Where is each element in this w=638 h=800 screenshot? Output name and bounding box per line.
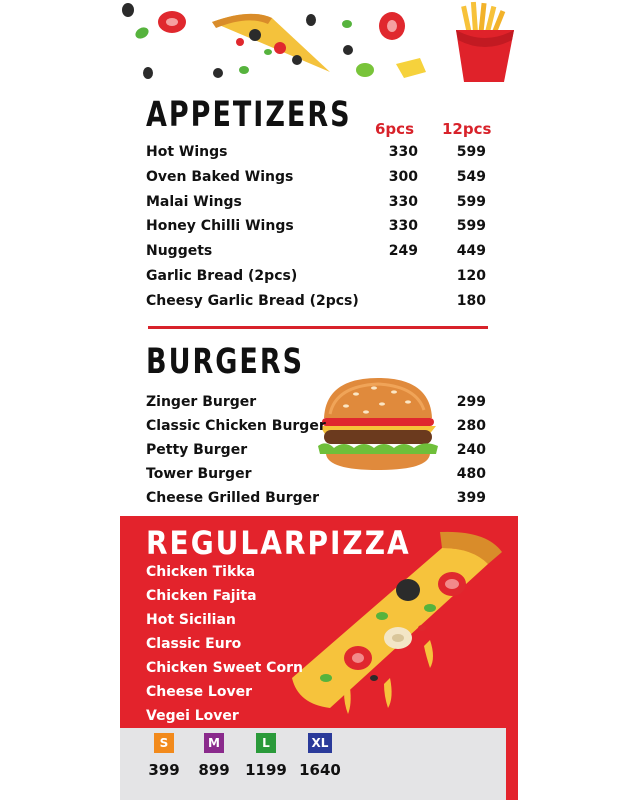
top-decoration — [120, 0, 518, 95]
french-fries-icon — [456, 2, 514, 82]
decor-illustration — [120, 0, 518, 95]
menu-item — [146, 216, 486, 241]
size-badge: XL — [308, 733, 333, 753]
menu-item — [146, 167, 486, 192]
pizza-item: Chicken Tikka — [146, 564, 256, 580]
pizza-item: Chicken Sweet Corn — [146, 660, 303, 676]
price-6pcs: 249 — [388, 243, 418, 260]
item-name: Hot Wings — [146, 144, 228, 160]
menu-item — [146, 266, 486, 291]
menu-item — [146, 142, 486, 167]
size-badge: M — [204, 733, 224, 753]
appetizers-list — [146, 142, 486, 316]
menu-card — [120, 0, 518, 800]
item-price: 280 — [456, 418, 486, 434]
item-name: Oven Baked Wings — [146, 168, 294, 185]
pizza-icon — [290, 528, 506, 718]
pizza-section — [120, 516, 518, 800]
price-12pcs: 599 — [456, 144, 486, 160]
price-6pcs: 330 — [388, 193, 418, 210]
item-price: 299 — [456, 394, 486, 410]
item-name: Garlic Bread (2pcs) — [146, 267, 298, 284]
price-12pcs: 549 — [456, 168, 486, 185]
menu-item — [146, 392, 486, 416]
item-name: Cheesy Garlic Bread (2pcs) — [146, 292, 359, 309]
size-price: 1640 — [299, 761, 341, 779]
menu-item — [146, 192, 486, 217]
item-name: Cheese Grilled Burger — [146, 490, 320, 506]
item-name: Zinger Burger — [146, 394, 257, 410]
size-option-s — [146, 732, 182, 779]
pizza-item: Hot Sicilian — [146, 612, 236, 628]
pizza-item: Cheese Lover — [146, 684, 252, 700]
pizza-list — [146, 562, 303, 730]
price-6pcs: 330 — [388, 218, 418, 235]
item-price: 240 — [456, 442, 486, 458]
price-6pcs: 300 — [388, 168, 418, 185]
size-price: 1199 — [245, 761, 287, 779]
section-divider — [148, 326, 488, 329]
burgers-list — [146, 392, 486, 512]
appetizers-title: APPETIZERS — [146, 95, 352, 136]
price-6pcs: 330 — [388, 144, 418, 160]
pizza-item: Chicken Fajita — [146, 588, 257, 604]
column-header-6pcs: 6pcs — [375, 120, 414, 138]
size-price: 899 — [198, 761, 230, 779]
item-name: Honey Chilli Wings — [146, 218, 294, 235]
price-12pcs: 599 — [456, 218, 486, 235]
burgers-title: BURGERS — [146, 342, 305, 383]
item-price: 480 — [456, 466, 486, 482]
price-12pcs: 599 — [456, 193, 486, 210]
menu-item — [146, 291, 486, 316]
item-name: Nuggets — [146, 243, 213, 260]
price-12pcs: 449 — [456, 243, 486, 260]
size-badge: L — [256, 733, 276, 753]
size-option-xl — [296, 732, 344, 779]
size-option-l — [242, 732, 290, 779]
item-name: Malai Wings — [146, 193, 242, 210]
price-12pcs: 120 — [456, 267, 486, 284]
item-name: Tower Burger — [146, 466, 252, 482]
pizza-item: Classic Euro — [146, 636, 242, 652]
size-option-m — [194, 732, 234, 779]
menu-item — [146, 464, 486, 488]
pizza-size-bar — [120, 728, 506, 800]
item-name: Petty Burger — [146, 442, 248, 458]
pizza-title: REGULARPIZZA — [146, 524, 411, 562]
menu-item — [146, 416, 486, 440]
cheese-icon — [396, 58, 426, 78]
menu-item — [146, 488, 486, 512]
price-12pcs: 180 — [456, 292, 486, 309]
column-header-12pcs: 12pcs — [442, 120, 492, 138]
menu-item — [146, 440, 486, 464]
item-name: Classic Chicken Burger — [146, 418, 326, 434]
menu-item — [146, 241, 486, 266]
pizza-item: Vegei Lover — [146, 708, 239, 724]
size-price: 399 — [148, 761, 180, 779]
item-price: 399 — [456, 490, 486, 506]
size-badge: S — [154, 733, 174, 753]
